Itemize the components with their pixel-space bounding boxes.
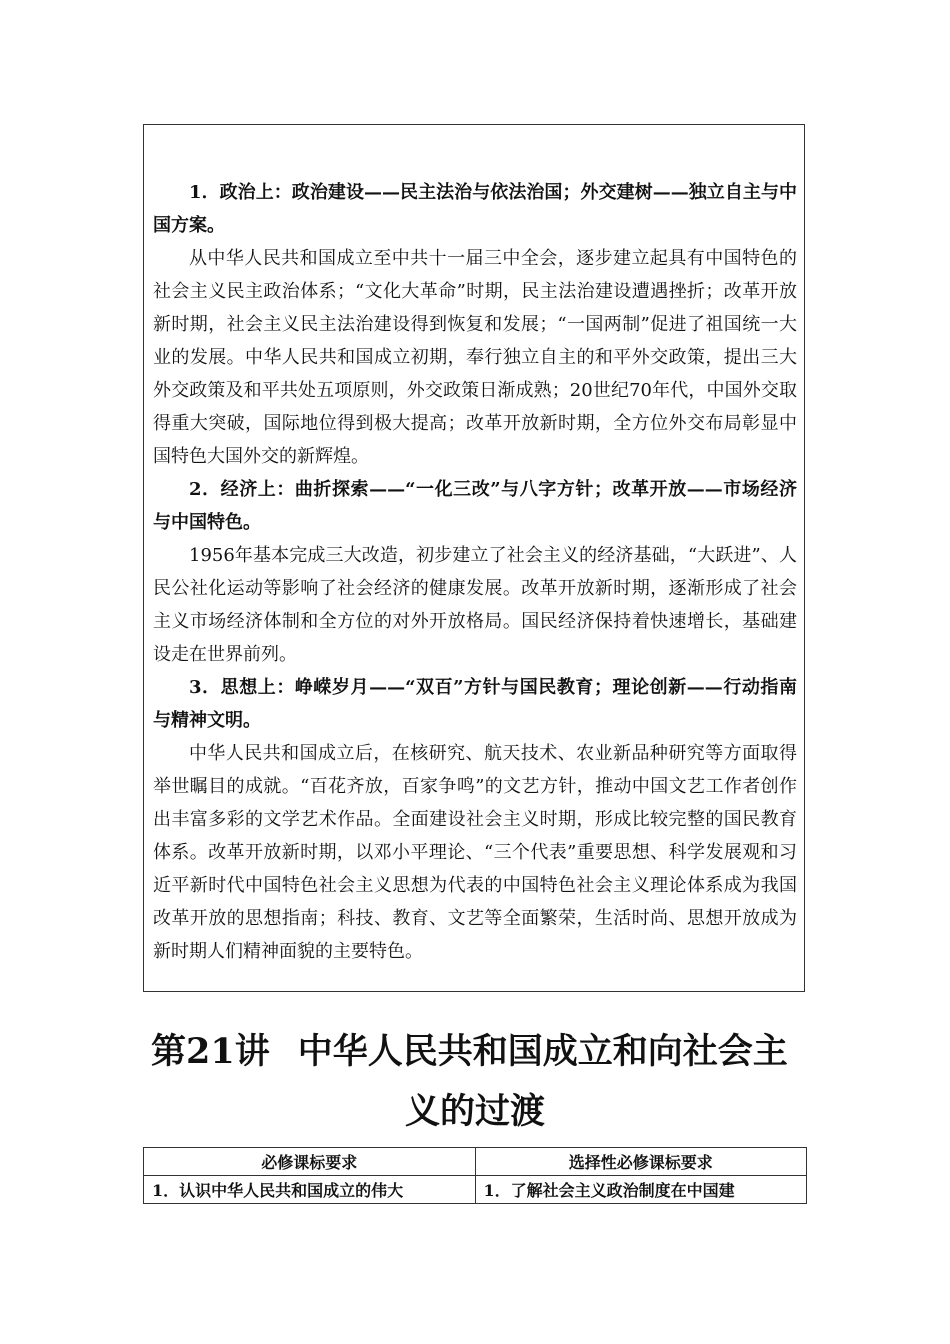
politics-heading: 1．政治上：政治建设——民主法治与依法治国；外交建树——独立自主与中国方案。 [153,182,797,236]
table-header-row [144,1148,807,1176]
table-cell: 1．了解社会主义政治制度在中国建 [475,1176,807,1204]
thought-heading: 3．思想上：峥嵘岁月——“双百”方针与国民教育；理论创新——行动指南与精神文明。 [153,677,797,731]
lecture-number: 第21讲 [151,1031,270,1072]
lecture-title-text1: 中华人民共和国成立和向社会主 [297,1031,788,1072]
table-cell: 1．认识中华人民共和国成立的伟大 [144,1176,476,1204]
thought-body: 中华人民共和国成立后，在核研究、航天技术、农业新品种研究等方面取得举世瞩目的成就。“百花齐放，百家争鸣”的文艺方针，推动中国文艺工作者创作出丰富多彩的文学艺术作品。全面建设社会主义时期，形成比较完整的国民教育体系。改革开放新时期，以邓小平理论、“三个代表”重要思想、科学发展观和习近平新时代中国特色社会主义思想为代表的中国特色社会主义理论体系成为我国改革开放的思想指南；科技、教育、文艺等全面繁荣，生活时尚、思想开放成为新时期人们精神面貌的主要特色。 [153,743,797,962]
summary-content [153,176,797,968]
politics-body: 从中华人民共和国成立至中共十一届三中全会，逐步建立起具有中国特色的社会主义民主政治体系；“文化大革命”时期，民主法治建设遭遇挫折；改革开放新时期，社会主义民主法治建设得到恢复和发展；“一国两制”促进了祖国统一大业的发展。中华人民共和国成立初期，奉行独立自主的和平外交政策，提出三大外交政策及和平共处五项原则，外交政策日渐成熟；20世纪70年代，中国外交取得重大突破，国际地位得到极大提高；改革开放新时期，全方位外交布局彰显中国特色大国外交的新辉煌。 [153,248,797,467]
lecture-title-line2: 义的过渡 [404,1091,545,1132]
economy-heading: 2．经济上：曲折探索——“一化三改”与八字方针；改革开放——市场经济与中国特色。 [153,479,797,533]
header-elective: 选择性必修课标要求 [475,1148,807,1176]
lecture-title [143,1022,807,1142]
header-compulsory: 必修课标要求 [144,1148,476,1176]
economy-body: 1956年基本完成三大改造，初步建立了社会主义的经济基础，“大跃进”、人民公社化运动等影响了社会经济的健康发展。改革开放新时期，逐渐形成了社会主义市场经济体制和全方位的对外开放格局。国民经济保持着快速增长，基础建设走在世界前列。 [153,545,797,665]
requirements-table [143,1147,807,1204]
table-row [144,1176,807,1204]
lecture-title-line1 [143,1022,807,1082]
